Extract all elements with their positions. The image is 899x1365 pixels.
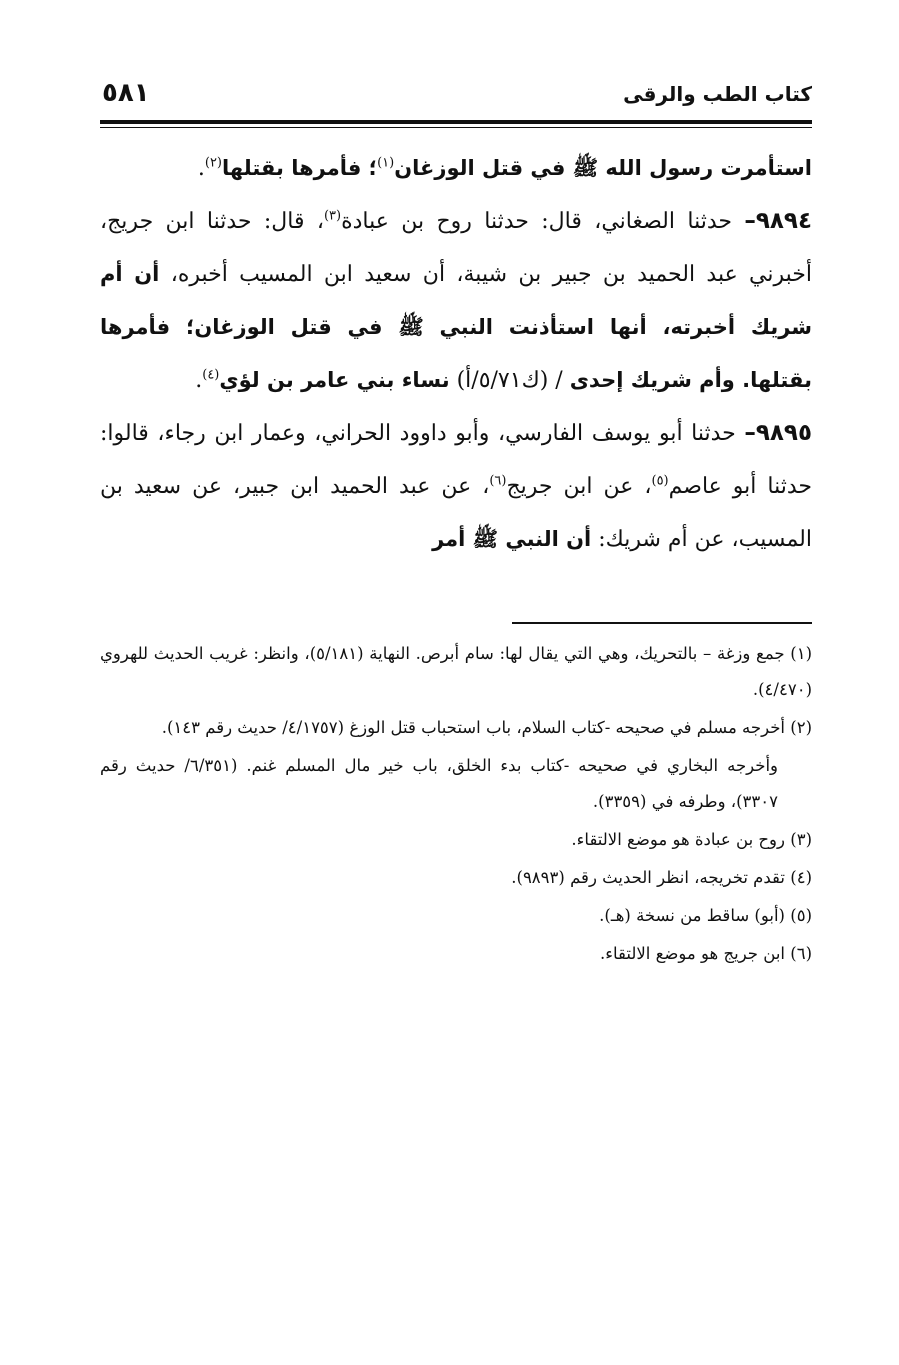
footnote-1	[100, 636, 812, 708]
footnote-label: (٤)	[790, 868, 812, 887]
running-title: كتاب الطب والرقى	[623, 82, 812, 106]
hadith-number: ٩٨٩٥–	[744, 420, 812, 446]
matn-text: نساء بني عامر بن لؤي	[219, 368, 450, 392]
footnote-separator-wrap	[100, 596, 812, 624]
footnote-6	[100, 936, 812, 972]
footnote-label: (٣)	[790, 830, 812, 849]
matn-text: أن أم شريك أخبرته، أنها استأذنت النبي ﷺ في قتل الوزغان؛ فأمرها بقتلها. وأم شريك إحدى	[100, 262, 812, 392]
matn-line-1: استأمرت رسول الله ﷺ في قتل الوزغان	[394, 156, 812, 180]
footnote-ref-1[interactable]: (١)	[377, 155, 395, 171]
footnote-text: جمع وزغة – بالتحريك، وهي التي يقال لها: سام أبرص. النهاية (٥/١٨١)، وانظر: غريب الحديث للهروي (٤/٤٧٠).	[100, 644, 812, 699]
footnote-ref-3[interactable]: (٣)	[323, 208, 342, 224]
period: .	[195, 368, 203, 393]
footnote-4	[100, 860, 812, 896]
footnote-label: (٢)	[790, 718, 812, 737]
footnote-ref-6[interactable]: (٦)	[489, 473, 507, 489]
footnote-2-continued	[100, 748, 812, 820]
isnad-text: ، عن عبد الحميد ابن جبير، عن سعيد بن المسيب، عن أم شريك:	[100, 474, 812, 552]
footnote-text: (أبو) ساقط من نسخة (هـ).	[599, 906, 785, 925]
isnad-text: حدثنا الصغاني، قال: حدثنا روح بن عبادة	[341, 209, 745, 234]
hadith-9894	[100, 195, 812, 407]
footnote-ref-2[interactable]: (٢)	[204, 155, 222, 171]
footnote-separator	[512, 622, 812, 624]
footnote-text: تقدم تخريجه، انظر الحديث رقم (٩٨٩٣).	[511, 868, 785, 887]
footnote-label: (٥)	[790, 906, 812, 925]
matn-line-1-mid: ؛ فأمرها بقتلها	[222, 156, 378, 180]
period: .	[197, 156, 205, 181]
header-rule-thin	[100, 127, 812, 128]
page-number: ٥٨١	[102, 78, 150, 108]
footnote-text: ابن جريج هو موضع الالتقاء.	[599, 944, 785, 963]
page-header	[100, 78, 812, 118]
footnote-3	[100, 822, 812, 858]
hadith-number: ٩٨٩٤–	[744, 208, 812, 234]
isnad-text: ، عن ابن جريج	[506, 474, 652, 499]
book-page	[100, 78, 812, 974]
main-text	[100, 142, 812, 566]
header-rule-thick	[100, 120, 812, 124]
footnote-text: روح بن عبادة هو موضع الالتقاء.	[571, 830, 785, 849]
footnote-text: أخرجه مسلم في صحيحه -كتاب السلام، باب استحباب قتل الوزغ (٤/١٧٥٧/ حديث رقم ١٤٣).	[161, 718, 785, 737]
footnote-5	[100, 898, 812, 934]
footnote-label: (٦)	[790, 944, 812, 963]
isnad-text: ، قال: حدثنا ابن جريج، أخبرني عبد الحميد بن جبير بن شيبة، أن سعيد ابن المسيب أخبره،	[100, 209, 812, 287]
footnote-2	[100, 710, 812, 746]
footnote-label: (١)	[790, 644, 812, 663]
footnote-ref-5[interactable]: (٥)	[651, 473, 669, 489]
continued-matn	[100, 142, 812, 195]
manuscript-marker: / (ك٥/٧١/أ)	[449, 368, 570, 393]
footnote-text: وأخرجه البخاري في صحيحه -كتاب بدء الخلق، باب خير مال المسلم غنم. (٦/٣٥١/ حديث رقم ٣٣٠٧)، وطرفه في (٣٣٥٩).	[100, 756, 779, 811]
isnad-text: حدثنا أبو يوسف الفارسي، وأبو داوود الحراني، وعمار ابن رجاء، قالوا: حدثنا أبو عاصم	[100, 421, 812, 499]
matn-text: أن النبي ﷺ أمر	[432, 527, 592, 551]
footnotes	[100, 636, 812, 972]
hadith-9895	[100, 407, 812, 566]
footnote-ref-4[interactable]: (٤)	[202, 367, 220, 383]
